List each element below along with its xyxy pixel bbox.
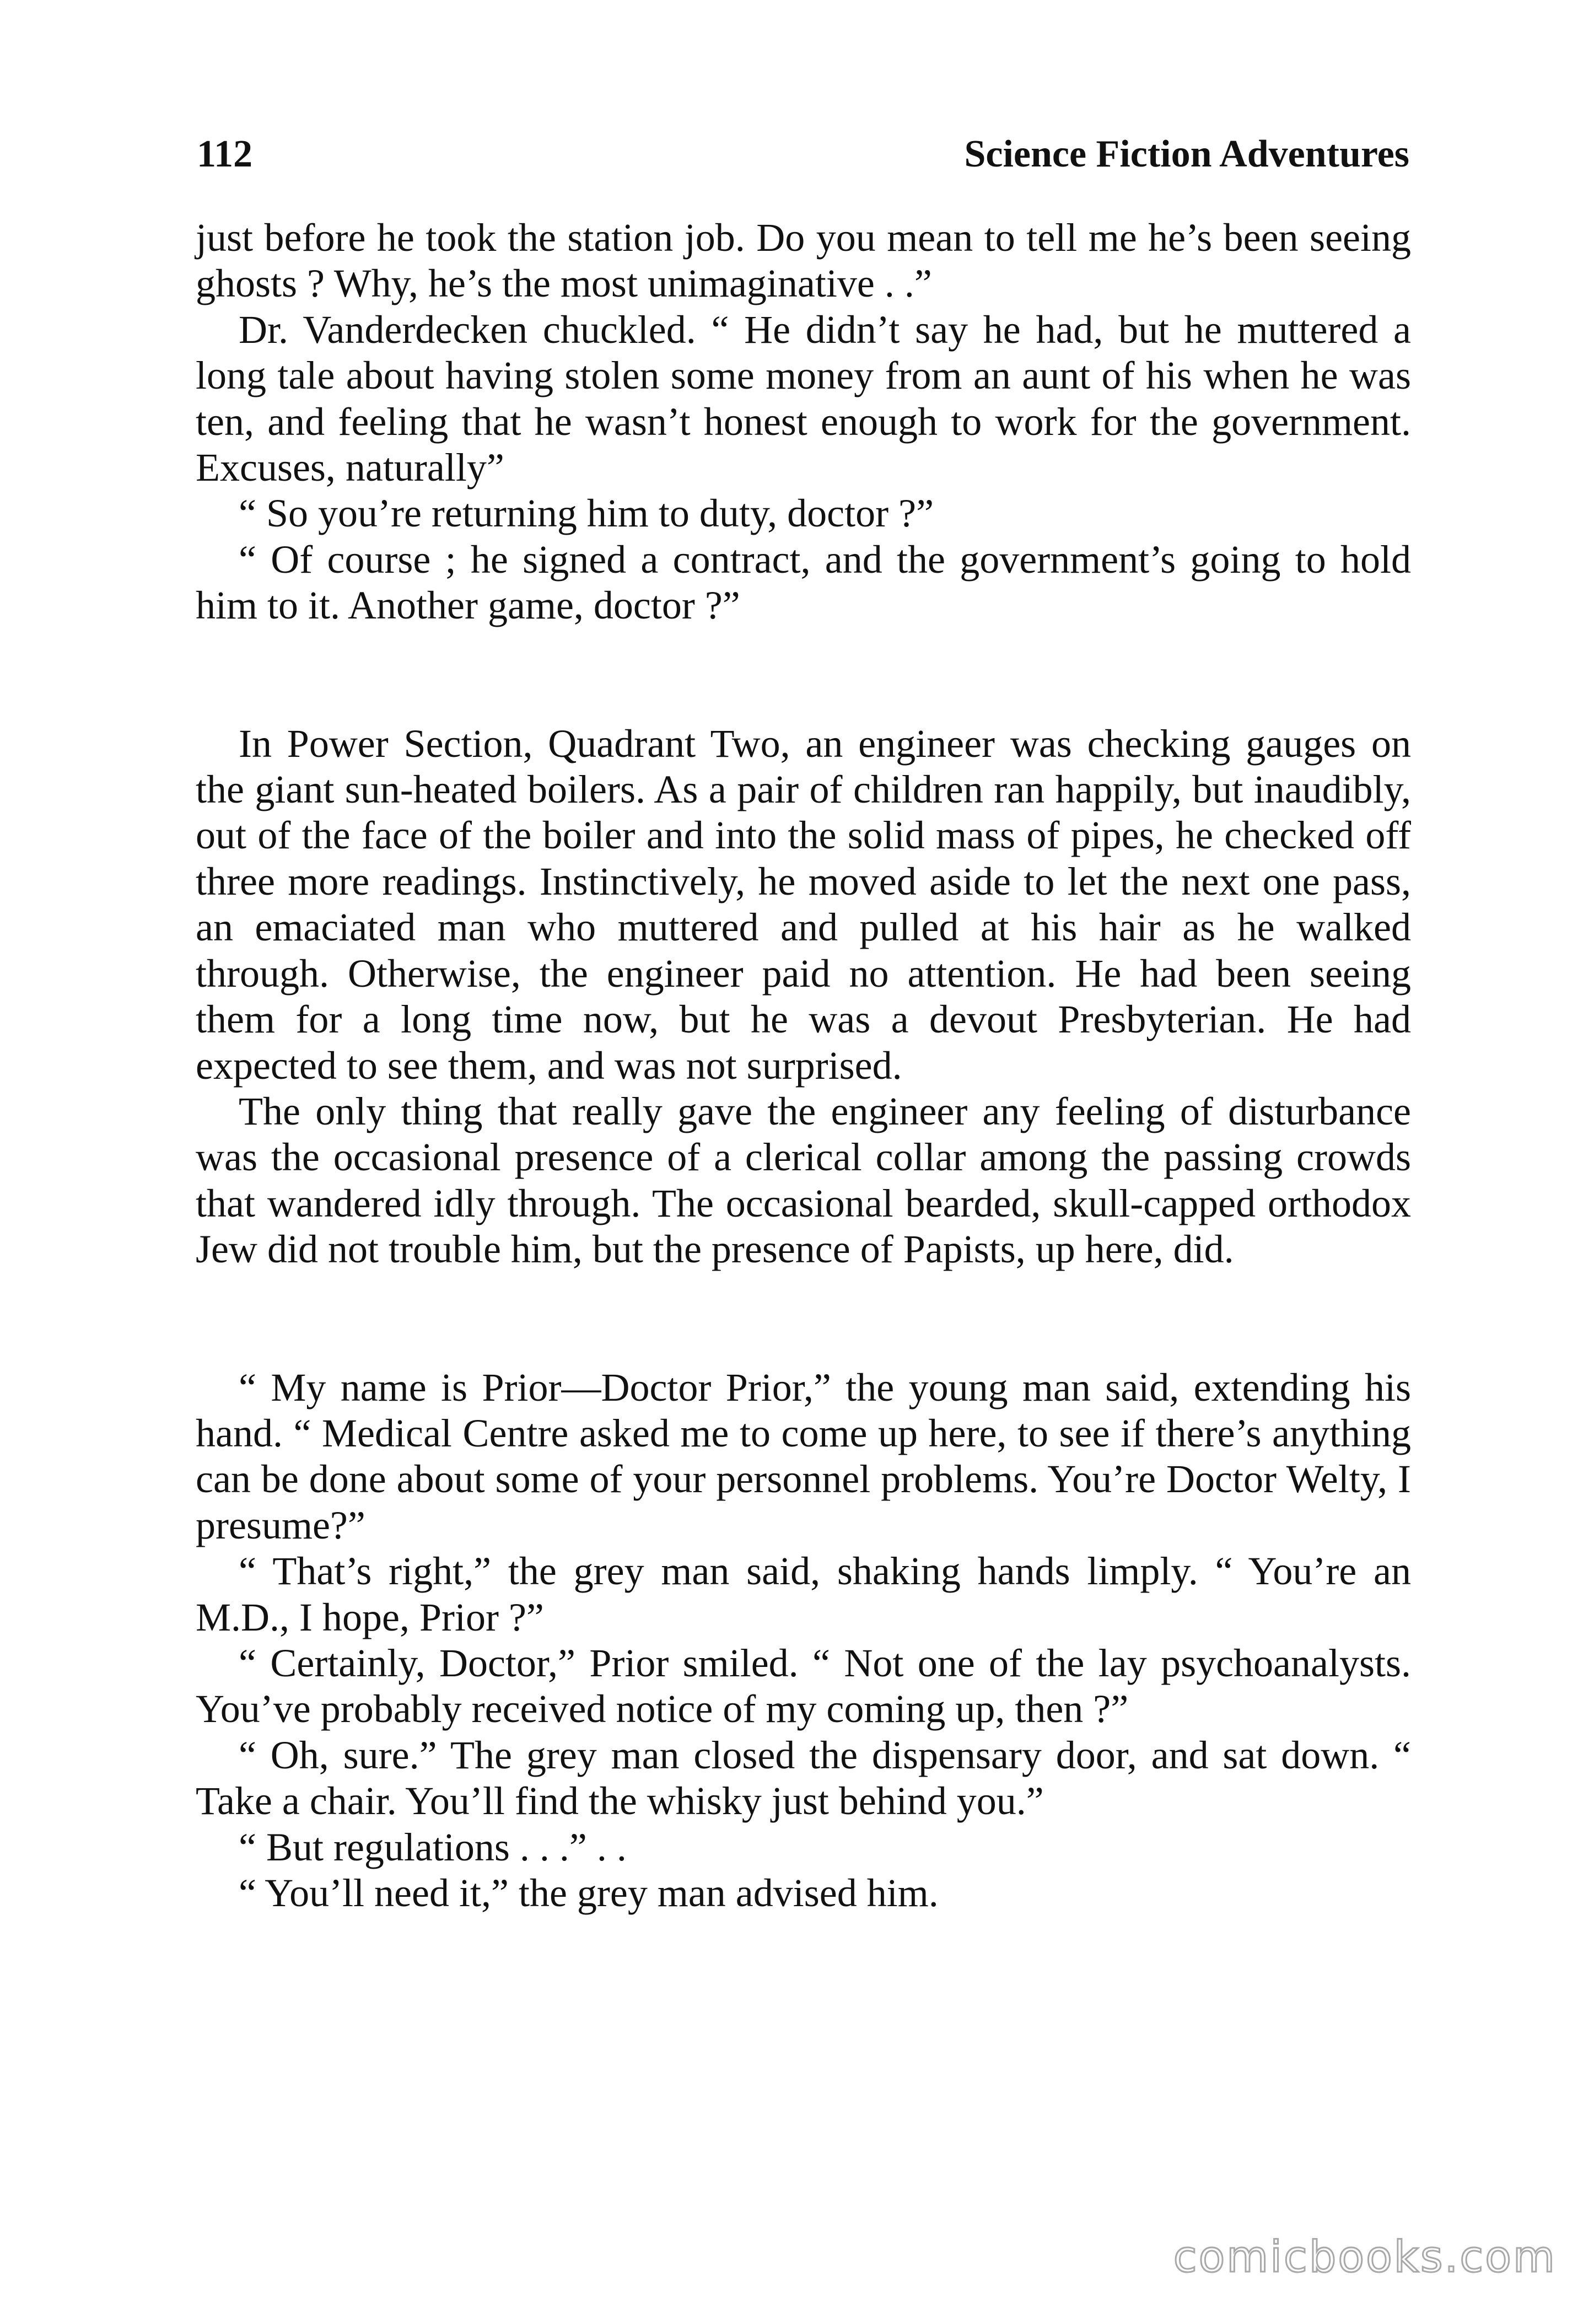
- paragraph: “ You’ll need it,” the grey man advised him.: [239, 1871, 939, 1915]
- paragraph: “ That’s right,” the grey man said, shaking hands limply. “ You’re an M.D., I hope, Prior ?”: [196, 1549, 1411, 1639]
- paragraph: “ Oh, sure.” The grey man closed the dispensary door, and sat down. “ Take a chair. You’ll find the whisky just behind you.”: [196, 1733, 1411, 1823]
- paragraph-continuation: just before he took the station job. Do you mean to tell me he’s been seeing ghosts ? Why, he’s the most unimaginative . .”: [196, 216, 1411, 306]
- paragraph: The only thing that really gave the engineer any feeling of disturbance was the occasional presence of a clerical collar among the passing crowds that wandered idly through. The occasional bearded, skull-capped orthodox Jew did not trouble him, but the presence of Papists, up here, did.: [196, 1089, 1411, 1272]
- section-break: [196, 629, 1411, 721]
- page-header: [197, 124, 1409, 185]
- watermark: comicbooks.com: [1173, 2232, 1557, 2282]
- body-text: [196, 215, 1411, 1916]
- page-number: 112: [197, 133, 253, 175]
- paragraph: “ So you’re returning him to duty, doctor ?”: [239, 491, 934, 536]
- running-title: Science Fiction Adventures: [964, 133, 1409, 175]
- paragraph: Dr. Vanderdecken chuckled. “ He didn’t say he had, but he muttered a long tale about having stolen some money from an aunt of his when he was ten, and feeling that he wasn’t honest enough to work for the government. Excuses, naturally”: [196, 307, 1411, 490]
- section-break: [196, 1273, 1411, 1365]
- paragraph: “ But regulations . . .” . .: [239, 1825, 627, 1869]
- paragraph: “ My name is Prior—Doctor Prior,” the young man said, extending his hand. “ Medical Centre asked me to come up here, to see if there’s anything can be done about some of your personnel problems. You’re Doctor Welty, I presume?”: [196, 1365, 1411, 1547]
- paragraph: In Power Section, Quadrant Two, an engineer was checking gauges on the giant sun-heated boilers. As a pair of children ran happily, but inaudibly, out of the face of the boiler and into the solid mass of pipes, he checked off three more readings. Instinctively, he moved aside to let the next one pass, an emaciated man who muttered and pulled at his hair as he walked through. Otherwise, the engineer paid no attention. He had been seeing them for a long time now, but he was a devout Presbyterian. He had expected to see them, and was not surprised.: [196, 721, 1411, 1088]
- paragraph: “ Of course ; he signed a contract, and the government’s going to hold him to it. Another game, doctor ?”: [196, 537, 1411, 628]
- paragraph: “ Certainly, Doctor,” Prior smiled. “ Not one of the lay psychoanalysts. You’ve probably received notice of my coming up, then ?”: [196, 1640, 1411, 1731]
